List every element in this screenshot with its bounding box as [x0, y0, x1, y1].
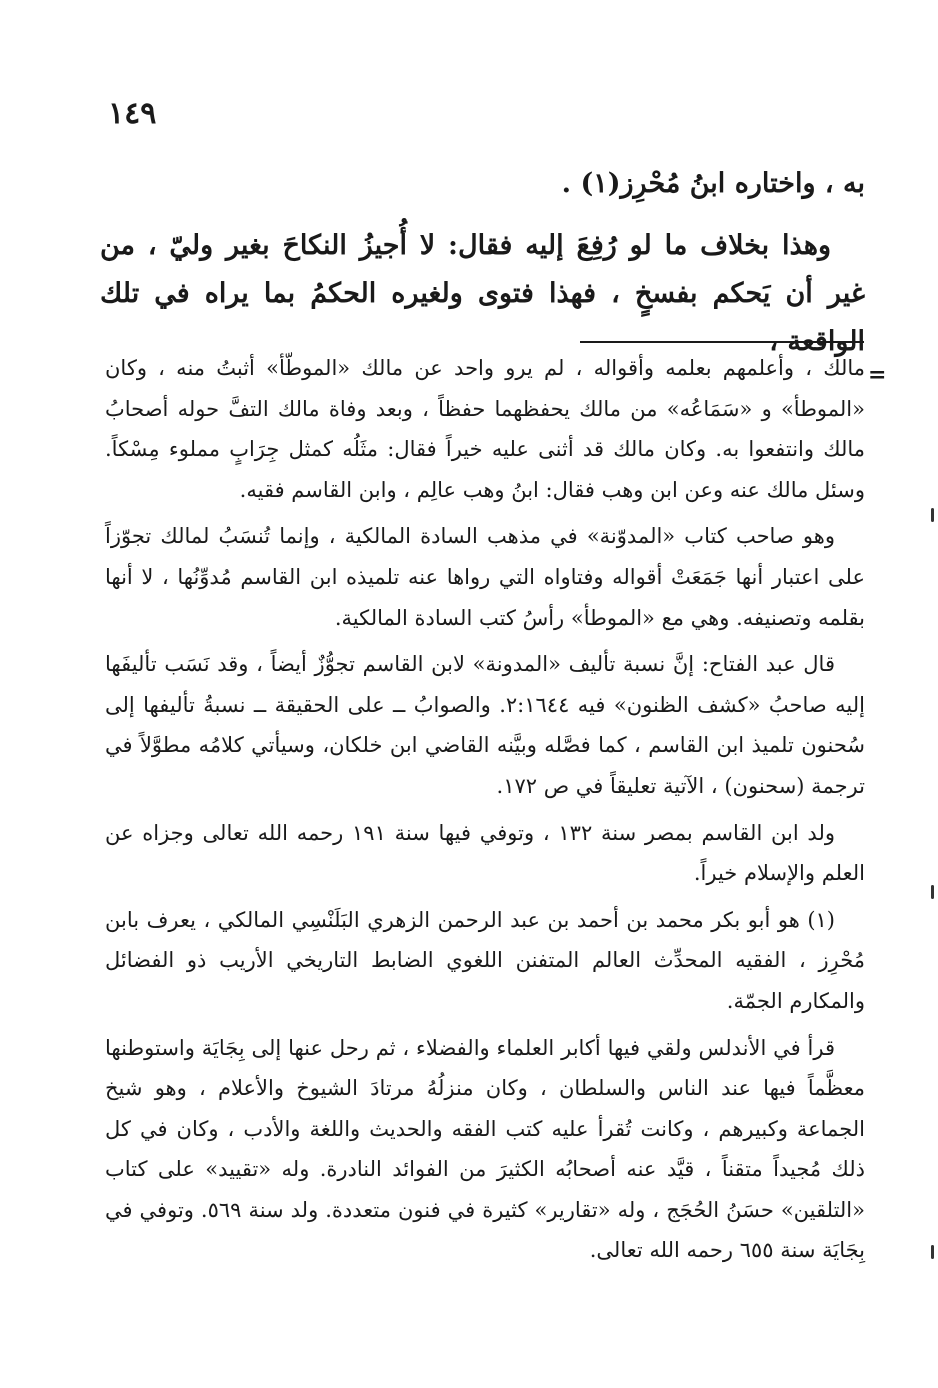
- footnote-paragraph-5: (١) هو أبو بكر محمد بن أحمد بن عبد الرحمن الزهري البَلَنْسِي المالكي ، يعرف بابن مُحْرِز ، الفقيه المحدِّث العالم المتفنن اللغوي الضابط التاريخي الأريب ذو الفضائل والمكارم الجمّة.: [105, 907, 865, 1013]
- footnote-paragraph-3: قال عبد الفتاح: إنَّ نسبة تأليف «المدونة» لابن القاسم تجوُّزٌ أيضاً ، وقد نَسَب تأليفَها إليه صاحبُ «كشف الظنون» فيه ٢:١٦٤٤. والصوابُ ــ على الحقيقة ــ نسبةُ تأليفها إلى سُحنون تلميذ ابن القاسم ، كما فصَّله وبيَّنه القاضي ابن خلكان، وسيأتي كلامُه مطوَّلاً في ترجمة (سحنون) ، الآتية تعليقاً في ص ١٧٢.: [105, 652, 865, 798]
- footnotes: [105, 348, 865, 1277]
- footnote-separator: [580, 341, 864, 343]
- main-text: [100, 160, 865, 366]
- footnote-paragraph-6: قرأ في الأندلس ولقي فيها أكابر العلماء والفضلاء ، ثم رحل عنها إلى بِجَايَة واستوطنها معظَّماً فيها عند الناس والسلطان ، وكان منزلُهُ مرتادَ الشيوخ والأعلام ، وهو شيخ الجماعة وكبيرهم ، وكانت تُقرأ عليه كتب الفقه والحديث واللغة والأدب ، وكان في كل ذلك مُجيداً متقناً ، قيَّد عنه أصحابُه الكثيرَ من الفوائد النادرة. وله «تقييد» على كتاب «التلقين» حسَنُ الحُجَج ، وله «تقارير» كثيرة في فنون متعددة. ولد سنة ٥٦٩. وتوفي في بِجَايَة سنة ٦٥٥ رحمه الله تعالى.: [105, 1035, 865, 1263]
- footnote-paragraph-1: مالك ، وأعلمهم بعلمه وأقواله ، لم يرو واحد عن مالك «الموطّأ» أثبتُ منه ، وكان «الموطأ» و «سَمَاعُه» من مالك يحفظهما حفظاً ، وبعد وفاة مالك التفَّ حوله أصحابُ مالك وانتفعوا به. وكان مالك قد أثنى عليه خيراً فقال: مثَلُه كمثل جِرَابٍ مملوء مِسْكاً. وسئل مالك عنه وعن ابن وهب فقال: ابنُ وهب عالِم ، وابن القاسم فقيه.: [105, 356, 865, 502]
- footnote-paragraph-4: ولد ابن القاسم بمصر سنة ١٣٢ ، وتوفي فيها سنة ١٩١ رحمه الله تعالى وجزاه عن العلم والإسلام خيراً.: [105, 820, 865, 886]
- main-paragraph-2: وهذا بخلاف ما لو رُفِعَ إليه فقال: لا أُجيزُ النكاحَ بغير وليّ ، من غير أن يَحكم بفسخٍ ، فهذا فتوى ولغيره الحكمُ بما يراه في تلك الواقعة ،: [100, 230, 865, 357]
- margin-mark: [931, 885, 934, 899]
- page-number: ١٤٩: [108, 96, 157, 131]
- main-paragraph-1: به ، واختاره ابنُ مُحْرِز(١) .: [561, 168, 865, 199]
- footnote-continuation-mark: =: [868, 362, 887, 388]
- footnote-paragraph-2: وهو صاحب كتاب «المدوّنة» في مذهب السادة المالكية ، وإنما تُنسَبُ لمالك تجوّزاً على اعتبار أنها جَمَعَتْ أقواله وفتاواه التي رواها عنه تلميذه ابن القاسم مُدوِّنُها ، لا أنها بقلمه وتصنيفه. وهي مع «الموطأ» رأسُ كتب السادة المالكية.: [105, 524, 865, 630]
- margin-mark: [931, 508, 934, 522]
- margin-mark: [931, 1245, 934, 1259]
